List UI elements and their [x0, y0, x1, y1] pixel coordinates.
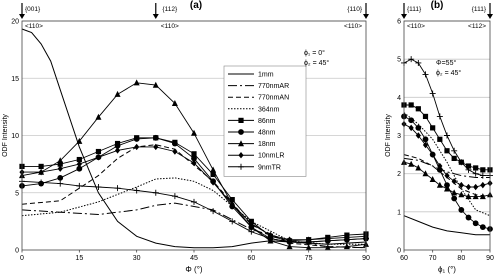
panel-a-x-tick-label: 45: [190, 255, 198, 262]
panel-b-data-point: [423, 136, 429, 142]
panel-b-data-point: [444, 148, 449, 153]
panel-b-data-point: [451, 196, 457, 202]
panel-a-orientation-plane: {110}: [347, 6, 362, 13]
panel-b-orientation-plane: {111}: [471, 6, 486, 13]
panel-b-y-tick-label: 4: [397, 94, 401, 102]
panel-a-x-axis-label: Φ (°): [185, 265, 203, 274]
panel-b-orientation-plane: {111}: [407, 6, 422, 13]
panel-b-y-tick-label: 2: [397, 171, 401, 179]
panel-b-data-point: [458, 207, 464, 213]
panel-a-legend-marker: [238, 129, 244, 135]
panel-b-y-tick-label: 6: [397, 18, 401, 26]
panel-b-x-tick-label: 80: [457, 255, 466, 262]
panel-a-series-line: [22, 181, 366, 242]
panel-b-angle-note-1: Φ=55°: [436, 60, 457, 67]
panel-a-y-tick-label: 5: [15, 190, 19, 198]
panel-a-series-line: [22, 178, 366, 244]
panel-a-legend-label: 86nm: [258, 117, 276, 125]
panel-b-data-point: [423, 170, 429, 176]
panel-b-data-point: [473, 184, 478, 190]
panel-b-y-tick-label: 3: [397, 133, 401, 140]
panel-a-angle-note-1: ϕ₁ = 0°: [304, 50, 325, 57]
panel-a-data-point: [134, 136, 140, 142]
panel-b-data-point: [430, 125, 435, 130]
panel-b-data-point: [415, 60, 421, 66]
panel-b-data-point: [473, 220, 479, 226]
panel-b-data-point: [437, 113, 443, 119]
panel-a-data-point: [210, 208, 216, 214]
panel-a-orientation-direction: <110>: [344, 23, 362, 30]
panel-a-x-tick-label: 30: [132, 255, 141, 262]
panel-a-data-point: [134, 144, 139, 150]
panel-b-data-point: [473, 171, 479, 177]
panel-a-data-point: [57, 175, 63, 181]
panel-b-data-point: [437, 182, 443, 188]
panel-a-data-point: [172, 141, 178, 147]
panel-b-data-point: [473, 165, 478, 170]
panel-a-orientation-arrowhead: [19, 14, 25, 19]
panel-b-data-point: [451, 148, 457, 154]
panel-a-x-tick-label: 90: [362, 255, 370, 262]
panel-a-data-point: [115, 147, 120, 153]
panel-a-data-point: [115, 185, 121, 191]
panel-b-data-point: [480, 224, 486, 230]
panel-b-y-axis-label: ODF Intensity: [385, 114, 392, 157]
panel-b-data-point: [430, 91, 436, 97]
panel-a-angle-note-2: ϕ₂ = 45°: [304, 60, 330, 67]
panel-a-data-point: [191, 199, 197, 205]
panel-a-data-point: [134, 79, 140, 85]
panel-a-orientation-plane: {001}: [25, 6, 41, 13]
panel-b-data-point: [408, 56, 414, 62]
panel-a-data-point: [76, 183, 82, 189]
panel-b-data-point: [415, 125, 421, 131]
panel-b-data-point: [423, 114, 428, 119]
panel-a-orientation-arrowhead: [153, 14, 159, 19]
panel-a-legend-label: 364nm: [258, 106, 280, 114]
panel-b-y-tick-label: 0: [397, 247, 401, 255]
panel-b-data-point: [408, 117, 414, 123]
panel-b-data-point: [409, 102, 414, 107]
panel-b-data-point: [451, 189, 457, 195]
panel-a-data-point: [153, 190, 159, 196]
panel-a-panel-label: (a): [189, 0, 203, 11]
panel-b-x-tick-label: 70: [428, 255, 437, 262]
panel-b-data-point: [430, 176, 436, 182]
panel-b-data-point: [480, 167, 485, 172]
panel-a-data-point: [229, 218, 235, 224]
panel-a-data-point: [172, 148, 177, 154]
panel-a-data-point: [96, 149, 101, 154]
panel-a-y-tick-label: 0: [15, 247, 19, 255]
panel-b-angle-note-2: ϕ₂ = 45°: [436, 70, 462, 77]
panel-a-y-axis-label: ODF Intensity: [2, 114, 9, 157]
panel-a-x-tick-label: 0: [20, 255, 24, 262]
panel-a-data-point: [210, 166, 216, 172]
panel-b-data-point: [480, 182, 485, 188]
panel-b-orientation-arrowhead: [487, 14, 493, 19]
panel-a-legend-label: 18nm: [258, 141, 276, 149]
panel-a-legend-label: 770nmAN: [258, 94, 290, 102]
panel-a-data-point: [39, 164, 44, 169]
panel-a-y-tick-label: 10: [11, 133, 19, 140]
panel-a-legend-label: 9nmTR: [258, 164, 281, 172]
panel-a-x-tick-label: 15: [75, 255, 84, 262]
panel-b-orientation-direction: <112>: [468, 23, 486, 30]
panel-a-orientation-direction: <110>: [25, 23, 43, 30]
panel-b-y-tick-label: 5: [397, 56, 401, 64]
panel-b-data-point: [444, 133, 450, 139]
panel-a-data-point: [153, 135, 159, 141]
panel-a-data-point: [115, 91, 121, 97]
panel-a-legend-label: 770nmAR: [258, 83, 290, 91]
panel-b-data-point: [416, 106, 421, 111]
legend-layer: [224, 66, 306, 176]
panel-b-x-tick-label: 90: [486, 255, 494, 262]
panel-a-x-tick-label: 75: [304, 255, 313, 262]
panel-a-data-point: [172, 193, 178, 199]
panel-b-data-point: [415, 165, 421, 171]
panel-a-data-point: [57, 181, 63, 187]
panel-a-x-tick-label: 60: [247, 255, 256, 262]
panel-a-orientation-direction: <110>: [160, 23, 179, 30]
panel-b-data-point: [466, 184, 471, 190]
panel-b-x-tick-label: 60: [400, 255, 408, 262]
panel-b-y-tick-label: 1: [397, 209, 401, 217]
panel-a-y-tick-label: 20: [11, 18, 19, 26]
panel-a-orientation-arrowhead: [363, 14, 369, 19]
panel-b-panel-label: (b): [430, 0, 444, 11]
panel-b-data-point: [452, 156, 457, 161]
panel-a-legend-label: 48nm: [258, 129, 276, 137]
panel-a-legend-label: 10nmLR: [258, 152, 285, 160]
panel-b-orientation-direction: <110>: [407, 23, 425, 30]
panel-b-data-point: [466, 215, 472, 221]
panel-a-series-line: [22, 203, 366, 248]
panel-b-data-point: [437, 137, 442, 142]
panel-a-orientation-plane: {112}: [162, 6, 178, 13]
panel-b-data-point: [423, 71, 429, 77]
panel-b-orientation-arrowhead: [401, 14, 407, 19]
panel-a-legend-marker: [238, 118, 243, 123]
panel-a-y-tick-label: 15: [11, 75, 19, 83]
panel-a-legend-label: 1mm: [258, 71, 274, 79]
panel-b-x-axis-label: ϕ₁ (°): [438, 265, 456, 274]
